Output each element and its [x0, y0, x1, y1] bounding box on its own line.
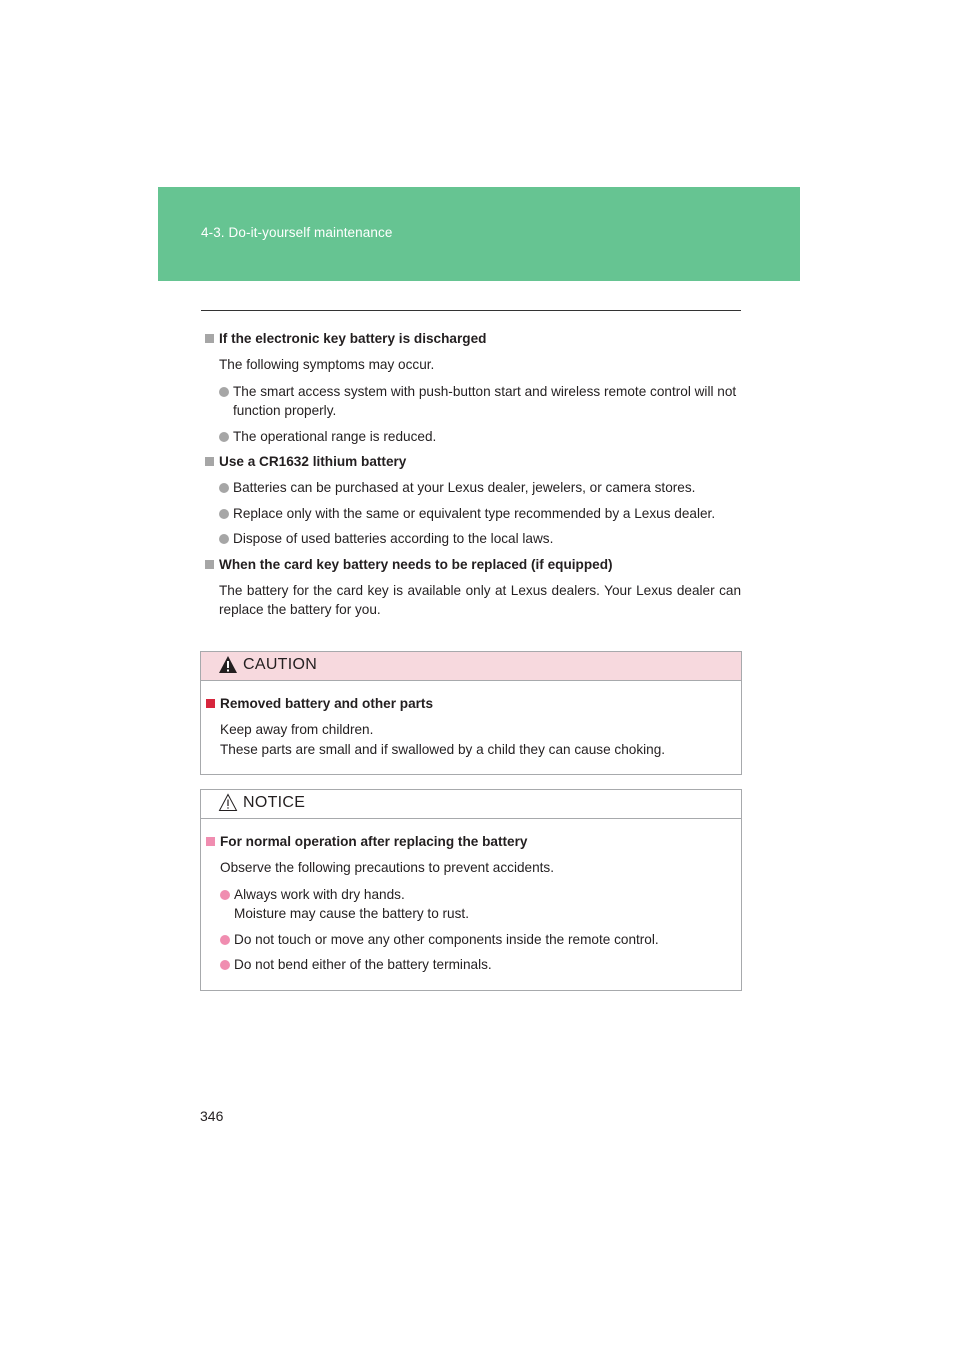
header-band	[158, 187, 800, 281]
square-marker-icon	[205, 334, 214, 343]
bullet-dot-icon	[220, 890, 230, 900]
bullet-dot-icon	[219, 509, 229, 519]
caution-title: CAUTION	[243, 656, 318, 673]
bullet-dot-icon	[220, 935, 230, 945]
heading-discharged: If the electronic key battery is discharged	[205, 329, 741, 348]
top-rule	[201, 310, 741, 311]
list-item: Do not touch or move any other components inside the remote control.	[220, 930, 741, 950]
list-item: Replace only with the same or equivalent type recommended by a Lexus dealer.	[219, 504, 741, 524]
list-item: Always work with dry hands. Moisture may cause the battery to rust.	[220, 885, 741, 924]
bullet-dot-icon	[219, 432, 229, 442]
caution-heading: Removed battery and other parts	[206, 694, 741, 713]
caution-body	[201, 681, 741, 759]
bullet-dot-icon	[220, 960, 230, 970]
notice-intro: Observe the following precautions to prevent accidents.	[220, 860, 554, 875]
bullet-dot-icon	[219, 483, 229, 493]
discharged-intro: The following symptoms may occur.	[219, 357, 435, 372]
square-marker-icon	[205, 560, 214, 569]
notice-triangle-icon	[218, 793, 238, 812]
main-content	[205, 329, 741, 627]
list-item: Batteries can be purchased at your Lexus dealer, jewelers, or camera stores.	[219, 478, 741, 498]
caution-text: Keep away from children. These parts are small and if swallowed by a child they can cause choking.	[220, 722, 666, 757]
notice-title-bar	[201, 790, 741, 819]
notice-title: NOTICE	[243, 794, 306, 811]
list-item: The operational range is reduced.	[219, 427, 741, 447]
notice-body	[201, 819, 741, 975]
list-item: Dispose of used batteries according to the local laws.	[219, 529, 741, 549]
list-item: Do not bend either of the battery terminals.	[220, 955, 741, 975]
caution-title-bar	[201, 652, 741, 681]
list-item: The smart access system with push-button start and wireless remote control will not function properly.	[219, 382, 741, 421]
caution-box	[200, 651, 742, 775]
warning-triangle-icon	[218, 655, 238, 674]
page-number: 346	[200, 1108, 224, 1124]
bullet-dot-icon	[219, 387, 229, 397]
heading-lithium: Use a CR1632 lithium battery	[205, 452, 741, 471]
square-marker-icon	[206, 699, 215, 708]
notice-box	[200, 789, 742, 991]
section-label: 4-3. Do-it-yourself maintenance	[201, 225, 393, 240]
square-marker-icon	[206, 837, 215, 846]
square-marker-icon	[205, 457, 214, 466]
notice-heading: For normal operation after replacing the battery	[206, 832, 741, 851]
heading-card-key: When the card key battery needs to be replaced (if equipped)	[205, 555, 741, 574]
bullet-dot-icon	[219, 534, 229, 544]
card-key-text: The battery for the card key is available only at Lexus dealers. Your Lexus dealer can replace the battery for you.	[219, 582, 741, 617]
